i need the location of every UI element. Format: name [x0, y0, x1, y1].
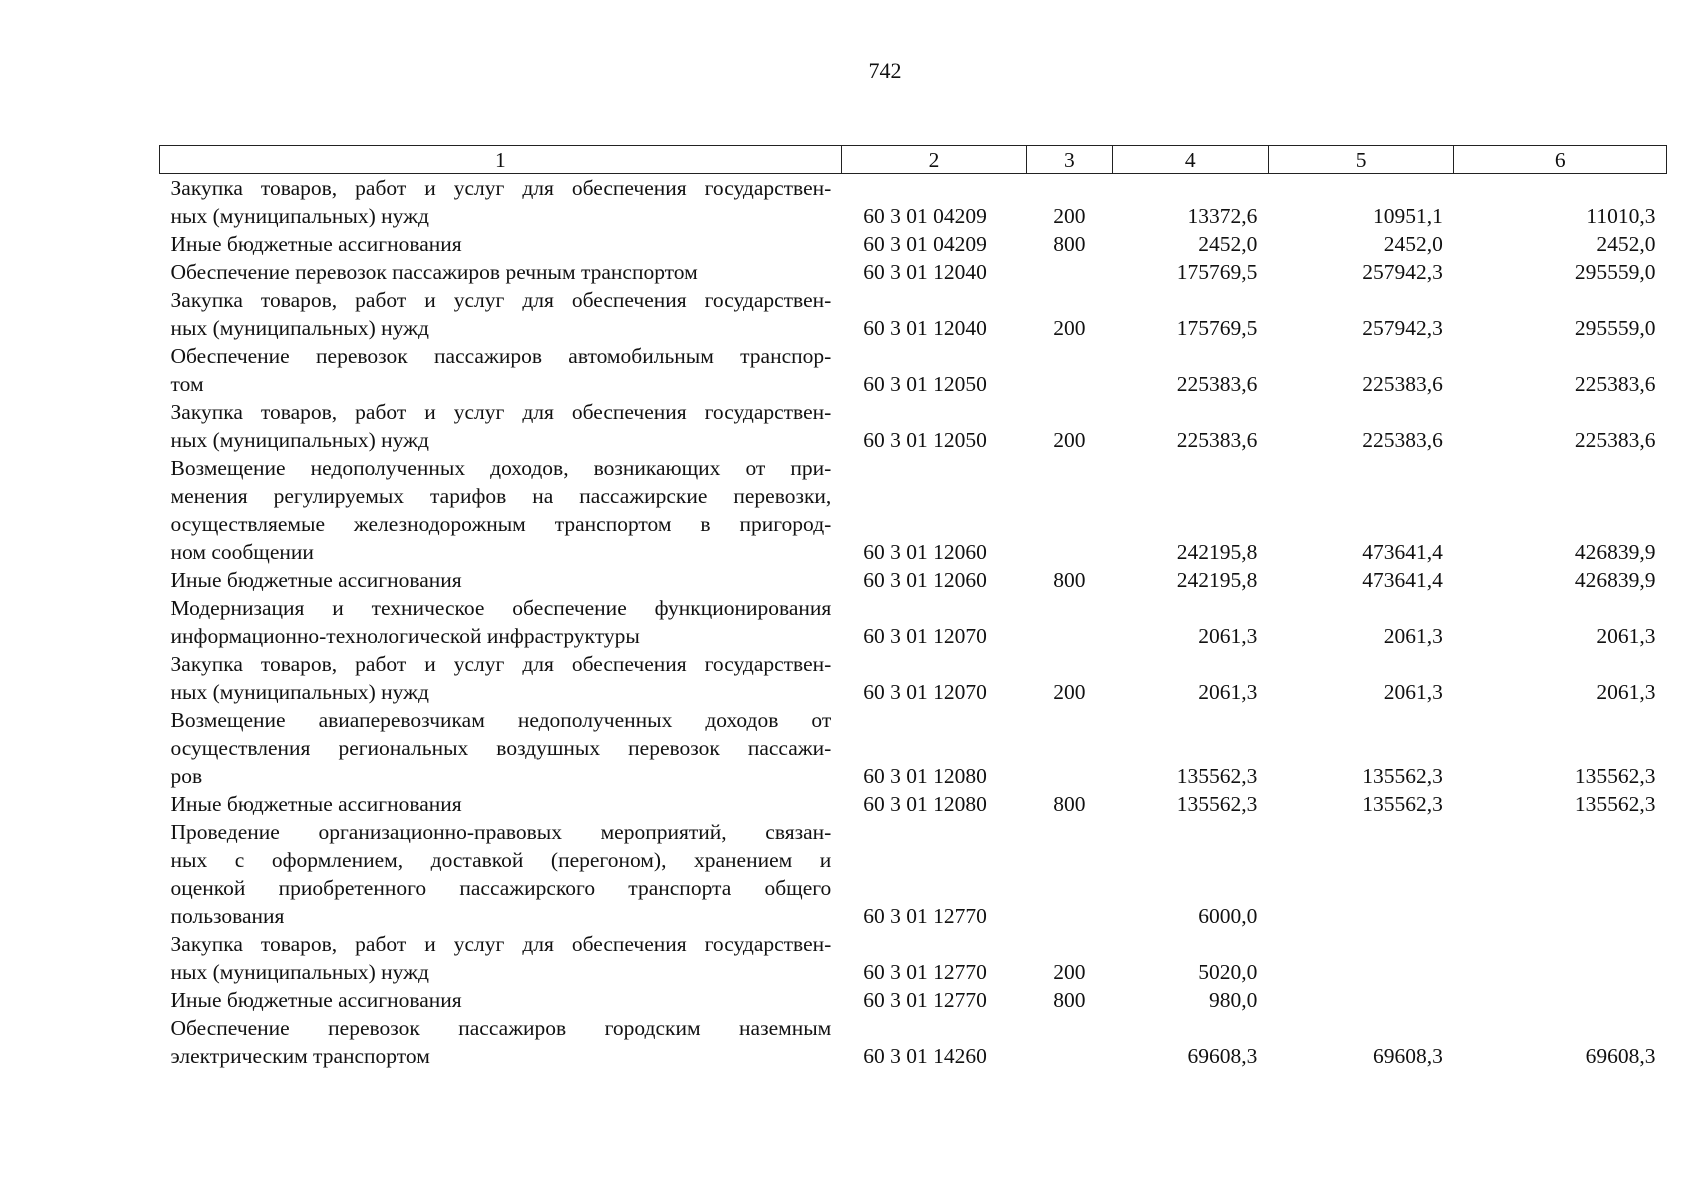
- row-name: [160, 258, 842, 286]
- row-name-line: Закупка товаров, работ и услуг для обеспечения государствен-: [170, 932, 832, 956]
- table-row: [160, 790, 1667, 818]
- row-value-col6: [1454, 986, 1667, 1014]
- row-value-col6: 225383,6: [1574, 372, 1656, 396]
- row-value-col4: 225383,6: [1176, 428, 1258, 452]
- table-row: [160, 342, 1667, 398]
- column-header-3: 3: [1027, 146, 1112, 174]
- row-value-col5: 2061,3: [1383, 624, 1443, 648]
- row-code: 60 3 01 12040: [863, 316, 987, 340]
- budget-table: [159, 145, 1667, 1070]
- row-value-col5: 2452,0: [1383, 232, 1443, 256]
- row-code: 60 3 01 14260: [863, 1044, 987, 1068]
- row-value-col4: 5020,0: [1198, 960, 1258, 984]
- row-name-line: осуществления региональных воздушных перевозок пассажи-: [170, 736, 832, 760]
- table-row: [160, 818, 1667, 930]
- row-name-line: ных (муниципальных) нужд: [170, 960, 429, 984]
- row-expense-type: [1027, 818, 1112, 930]
- table-body: [160, 174, 1667, 1071]
- row-expense-type: 800: [1053, 988, 1086, 1012]
- row-value-col6: 295559,0: [1574, 316, 1656, 340]
- row-value-col4: 135562,3: [1176, 764, 1258, 788]
- row-name-line: Возмещение недополученных доходов, возникающих от при-: [170, 456, 832, 480]
- row-name: [160, 566, 842, 594]
- row-value-col4: 135562,3: [1176, 792, 1258, 816]
- row-value-col6: 2452,0: [1596, 232, 1656, 256]
- column-header-2: 2: [841, 146, 1026, 174]
- row-code: 60 3 01 12060: [863, 540, 987, 564]
- row-code: 60 3 01 04209: [863, 204, 987, 228]
- row-expense-type: [1027, 454, 1112, 566]
- row-value-col6: 295559,0: [1574, 260, 1656, 284]
- row-value-col6: 225383,6: [1574, 428, 1656, 452]
- row-name-line: ных с оформлением, доставкой (перегоном), хранением и: [170, 848, 832, 872]
- row-name-line: информационно-технологической инфраструктуры: [170, 624, 640, 648]
- row-name-line: Закупка товаров, работ и услуг для обеспечения государствен-: [170, 400, 832, 424]
- row-name-line: Возмещение авиаперевозчикам недополученных доходов от: [170, 708, 832, 732]
- row-value-col6: 426839,9: [1574, 568, 1656, 592]
- row-name-line: Обеспечение перевозок пассажиров городским наземным: [170, 1016, 832, 1040]
- row-name-line: пользования: [170, 904, 285, 928]
- row-code: 60 3 01 12050: [863, 428, 987, 452]
- row-expense-type: 200: [1053, 316, 1086, 340]
- row-name-line: том: [170, 372, 204, 396]
- row-expense-type: [1027, 258, 1112, 286]
- table-row: [160, 986, 1667, 1014]
- row-name-line: ных (муниципальных) нужд: [170, 428, 429, 452]
- table-header: [160, 146, 1667, 174]
- row-expense-type: [1027, 594, 1112, 650]
- row-name-line: Иные бюджетные ассигнования: [170, 568, 462, 592]
- row-name: [160, 986, 842, 1014]
- row-value-col4: 6000,0: [1198, 904, 1258, 928]
- table-row: [160, 594, 1667, 650]
- row-name: [160, 930, 842, 986]
- column-header-6: 6: [1454, 146, 1667, 174]
- row-value-col6: [1454, 818, 1667, 930]
- row-value-col4: 242195,8: [1176, 540, 1258, 564]
- row-value-col5: 69608,3: [1373, 1044, 1443, 1068]
- row-code: 60 3 01 12770: [863, 988, 987, 1012]
- row-code: 60 3 01 12770: [863, 960, 987, 984]
- row-value-col5: 135562,3: [1362, 764, 1443, 788]
- row-value-col4: 980,0: [1209, 988, 1258, 1012]
- row-name-line: ных (муниципальных) нужд: [170, 204, 429, 228]
- row-name-line: менения регулируемых тарифов на пассажирские перевозки,: [170, 484, 832, 508]
- row-name: [160, 286, 842, 342]
- row-name-line: Закупка товаров, работ и услуг для обеспечения государствен-: [170, 652, 832, 676]
- table-row: [160, 286, 1667, 342]
- row-expense-type: [1027, 1014, 1112, 1070]
- row-value-col6: 135562,3: [1574, 764, 1656, 788]
- row-name-line: осуществляемые железнодорожным транспортом в пригород-: [170, 512, 832, 536]
- row-value-col6: [1454, 930, 1667, 986]
- row-value-col4: 2452,0: [1198, 232, 1258, 256]
- row-expense-type: 800: [1053, 792, 1086, 816]
- row-name-line: Иные бюджетные ассигнования: [170, 232, 462, 256]
- table-row: [160, 566, 1667, 594]
- table-row: [160, 706, 1667, 790]
- row-value-col6: 2061,3: [1596, 680, 1656, 704]
- row-expense-type: 800: [1053, 232, 1086, 256]
- row-value-col5: 257942,3: [1362, 316, 1443, 340]
- row-expense-type: [1027, 342, 1112, 398]
- row-value-col4: 13372,6: [1187, 204, 1258, 228]
- row-value-col4: 175769,5: [1176, 316, 1258, 340]
- row-name-line: Иные бюджетные ассигнования: [170, 792, 462, 816]
- row-name: [160, 1014, 842, 1070]
- row-value-col4: 175769,5: [1176, 260, 1258, 284]
- row-name-line: Модернизация и техническое обеспечение функционирования: [170, 596, 832, 620]
- table-row: [160, 230, 1667, 258]
- row-value-col5: 225383,6: [1362, 428, 1443, 452]
- column-header-4: 4: [1112, 146, 1268, 174]
- row-name-line: Закупка товаров, работ и услуг для обеспечения государствен-: [170, 176, 832, 200]
- table-row: [160, 930, 1667, 986]
- table-row: [160, 454, 1667, 566]
- row-value-col4: 2061,3: [1198, 624, 1258, 648]
- row-value-col6: 135562,3: [1574, 792, 1656, 816]
- row-name: [160, 818, 842, 930]
- row-value-col5: 135562,3: [1362, 792, 1443, 816]
- row-expense-type: 200: [1053, 960, 1086, 984]
- table-row: [160, 650, 1667, 706]
- row-value-col6: 11010,3: [1586, 204, 1656, 228]
- table-row: [160, 1014, 1667, 1070]
- row-value-col5: [1268, 930, 1453, 986]
- row-expense-type: 200: [1053, 204, 1086, 228]
- row-value-col5: 225383,6: [1362, 372, 1443, 396]
- table-row: [160, 398, 1667, 454]
- row-value-col4: 2061,3: [1198, 680, 1258, 704]
- row-expense-type: [1027, 706, 1112, 790]
- row-value-col5: 2061,3: [1383, 680, 1443, 704]
- column-header-1: 1: [160, 146, 842, 174]
- row-name-line: Обеспечение перевозок пассажиров автомобильным транспор-: [170, 344, 832, 368]
- row-name: [160, 342, 842, 398]
- row-name: [160, 790, 842, 818]
- row-name-line: Закупка товаров, работ и услуг для обеспечения государствен-: [170, 288, 832, 312]
- row-code: 60 3 01 12770: [863, 904, 987, 928]
- row-name-line: ных (муниципальных) нужд: [170, 316, 429, 340]
- row-expense-type: 200: [1053, 428, 1086, 452]
- row-value-col5: 473641,4: [1362, 568, 1443, 592]
- row-value-col5: 473641,4: [1362, 540, 1443, 564]
- header-row: [160, 146, 1667, 174]
- row-code: 60 3 01 04209: [863, 232, 987, 256]
- row-value-col4: 242195,8: [1176, 568, 1258, 592]
- row-name: [160, 454, 842, 566]
- row-value-col4: 69608,3: [1187, 1044, 1258, 1068]
- row-value-col6: 69608,3: [1585, 1044, 1656, 1068]
- row-value-col6: 2061,3: [1596, 624, 1656, 648]
- row-code: 60 3 01 12070: [863, 680, 987, 704]
- row-name-line: электрическим транспортом: [170, 1044, 430, 1068]
- row-code: 60 3 01 12070: [863, 624, 987, 648]
- row-name: [160, 650, 842, 706]
- row-name-line: ном сообщении: [170, 540, 314, 564]
- row-expense-type: 800: [1053, 568, 1086, 592]
- column-header-5: 5: [1268, 146, 1453, 174]
- row-name-line: Иные бюджетные ассигнования: [170, 988, 462, 1012]
- row-name: [160, 230, 842, 258]
- row-name: [160, 706, 842, 790]
- row-value-col5: 10951,1: [1373, 204, 1443, 228]
- row-name-line: ных (муниципальных) нужд: [170, 680, 429, 704]
- row-value-col6: 426839,9: [1574, 540, 1656, 564]
- row-name-line: Обеспечение перевозок пассажиров речным транспортом: [170, 260, 698, 284]
- row-name: [160, 594, 842, 650]
- row-name-line: Проведение организационно-правовых мероприятий, связан-: [170, 820, 832, 844]
- row-code: 60 3 01 12040: [863, 260, 987, 284]
- row-code: 60 3 01 12050: [863, 372, 987, 396]
- table-row: [160, 258, 1667, 286]
- row-name: [160, 398, 842, 454]
- row-code: 60 3 01 12060: [863, 568, 987, 592]
- row-value-col5: [1268, 986, 1453, 1014]
- row-name-line: оценкой приобретенного пассажирского транспорта общего: [170, 876, 832, 900]
- row-value-col5: [1268, 818, 1453, 930]
- row-expense-type: 200: [1053, 680, 1086, 704]
- row-name-line: ров: [170, 764, 203, 788]
- row-value-col4: 225383,6: [1176, 372, 1258, 396]
- row-value-col5: 257942,3: [1362, 260, 1443, 284]
- row-code: 60 3 01 12080: [863, 764, 987, 788]
- row-code: 60 3 01 12080: [863, 792, 987, 816]
- table-row: [160, 174, 1667, 231]
- page-number: 742: [868, 58, 902, 83]
- row-name: [160, 174, 842, 231]
